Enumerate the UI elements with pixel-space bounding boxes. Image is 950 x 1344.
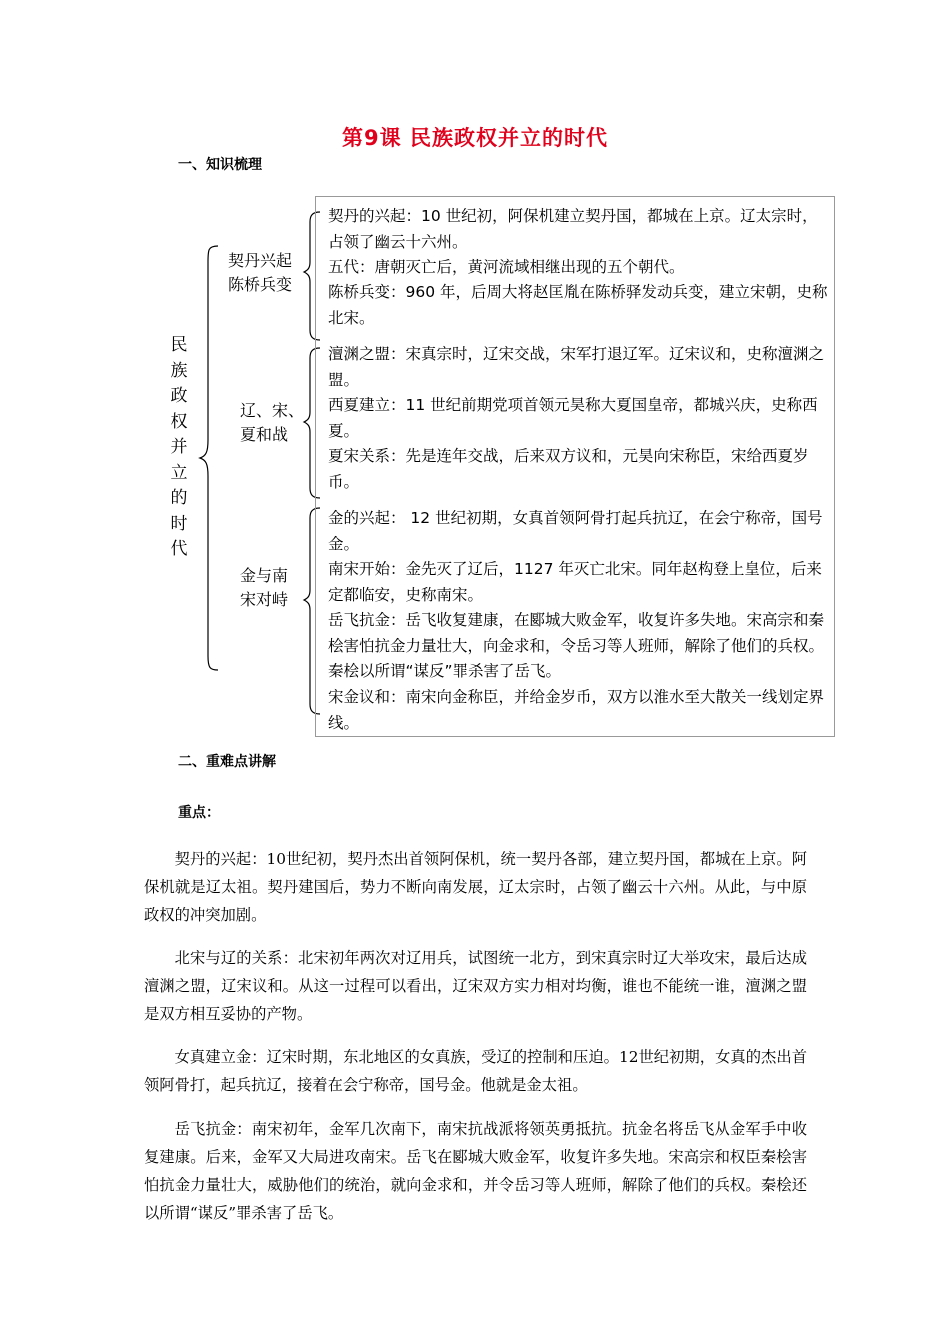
list-item: 南宋开始：金先灭了辽后，1127 年灭亡北宋。同年赵构登上皇位，后来定都临安，史称南宋。 xyxy=(328,560,822,604)
list-item: 夏宋关系：先是连年交战，后来双方议和，元昊向宋称臣，宋给西夏岁币。 xyxy=(328,447,809,491)
page-title: 第9课 民族政权并立的时代 xyxy=(342,126,608,150)
list-item: 澶渊之盟：宋真宗时，辽宋交战，宋军打退辽军。辽宋议和，史称澶渊之盟。 xyxy=(328,345,825,389)
focus-label: 重点： xyxy=(178,805,220,821)
paragraph-song-liao: 北宋与辽的关系：北宋初年两次对辽用兵，试图统一北方，到宋真宗时辽大举攻宋，最后达成澶渊之盟，辽宋议和。从这一过程可以看出，辽宋双方实力相对均衡，谁也不能统一谁，澶渊之盟是双方相互妥协的产物。 xyxy=(144,949,807,1023)
list-item: 金的兴起： 12 世纪初期，女真首领阿骨打起兵抗辽，在会宁称帝，国号金。 xyxy=(328,509,823,553)
list-item: 西夏建立：11 世纪前期党项首领元昊称大夏国皇帝，都城兴庆，史称西夏。 xyxy=(328,396,818,440)
list-item: 陈桥兵变：960 年，后周大将赵匡胤在陈桥驿发动兵变，建立宋朝，史称北宋。 xyxy=(328,283,828,327)
section-heading-key-points: 二、重难点讲解 xyxy=(178,754,276,770)
paragraph-yuefei: 岳飞抗金：南宋初年，金军几次南下，南宋抗战派将领英勇抵抗。抗金名将岳飞从金军手中收复建康。后来，金军又大局进攻南宋。岳飞在郾城大败金军，收复许多失地。宋高宗和权臣秦桧害怕抗金力量壮大，威胁他们的统治，就向金求和，并令岳习等人班师，解除了他们的兵权。秦桧还以所谓“谋反”罪杀害了岳飞。 xyxy=(144,1120,807,1222)
outline-root-label: 民 族 政 权 并 立 的 时 代 xyxy=(170,335,188,559)
group-label-khitan: 契丹兴起 陈桥兵变 xyxy=(228,251,293,294)
root-brace xyxy=(200,246,218,670)
list-item: 五代：唐朝灭亡后，黄河流域相继出现的五个朝代。 xyxy=(328,258,685,276)
group-label-liao-song-xia: 辽、宋、 夏和战 xyxy=(240,401,305,444)
list-item: 宋金议和：南宋向金称臣，并给金岁币，双方以淮水至大散关一线划定界线。 xyxy=(328,688,825,732)
group-label-jin-southern-song: 金与南 宋对峙 xyxy=(240,566,289,609)
list-item: 岳飞抗金：岳飞收复建康，在郾城大败金军，收复许多失地。宋高宗和秦桧害怕抗金力量壮大，向金求和，令岳习等人班师，解除了他们的兵权。秦桧以所谓“谋反”罪杀害了岳飞。 xyxy=(328,611,825,680)
list-item: 契丹的兴起：10 世纪初，阿保机建立契丹国，都城在上京。辽太宗时，占领了幽云十六州。 xyxy=(328,207,818,251)
paragraph-khitan: 契丹的兴起：10世纪初，契丹杰出首领阿保机，统一契丹各部，建立契丹国，都城在上京。阿保机就是辽太祖。契丹建国后，势力不断向南发展，辽太宗时，占领了幽云十六州。从此，与中原政权的冲突加剧。 xyxy=(144,850,807,924)
paragraph-jurchen: 女真建立金：辽宋时期，东北地区的女真族，受辽的控制和压迫。12世纪初期，女真的杰出首领阿骨打，起兵抗辽，接着在会宁称帝，国号金。他就是金太祖。 xyxy=(144,1048,807,1094)
section-heading-knowledge: 一、知识梳理 xyxy=(178,157,262,173)
